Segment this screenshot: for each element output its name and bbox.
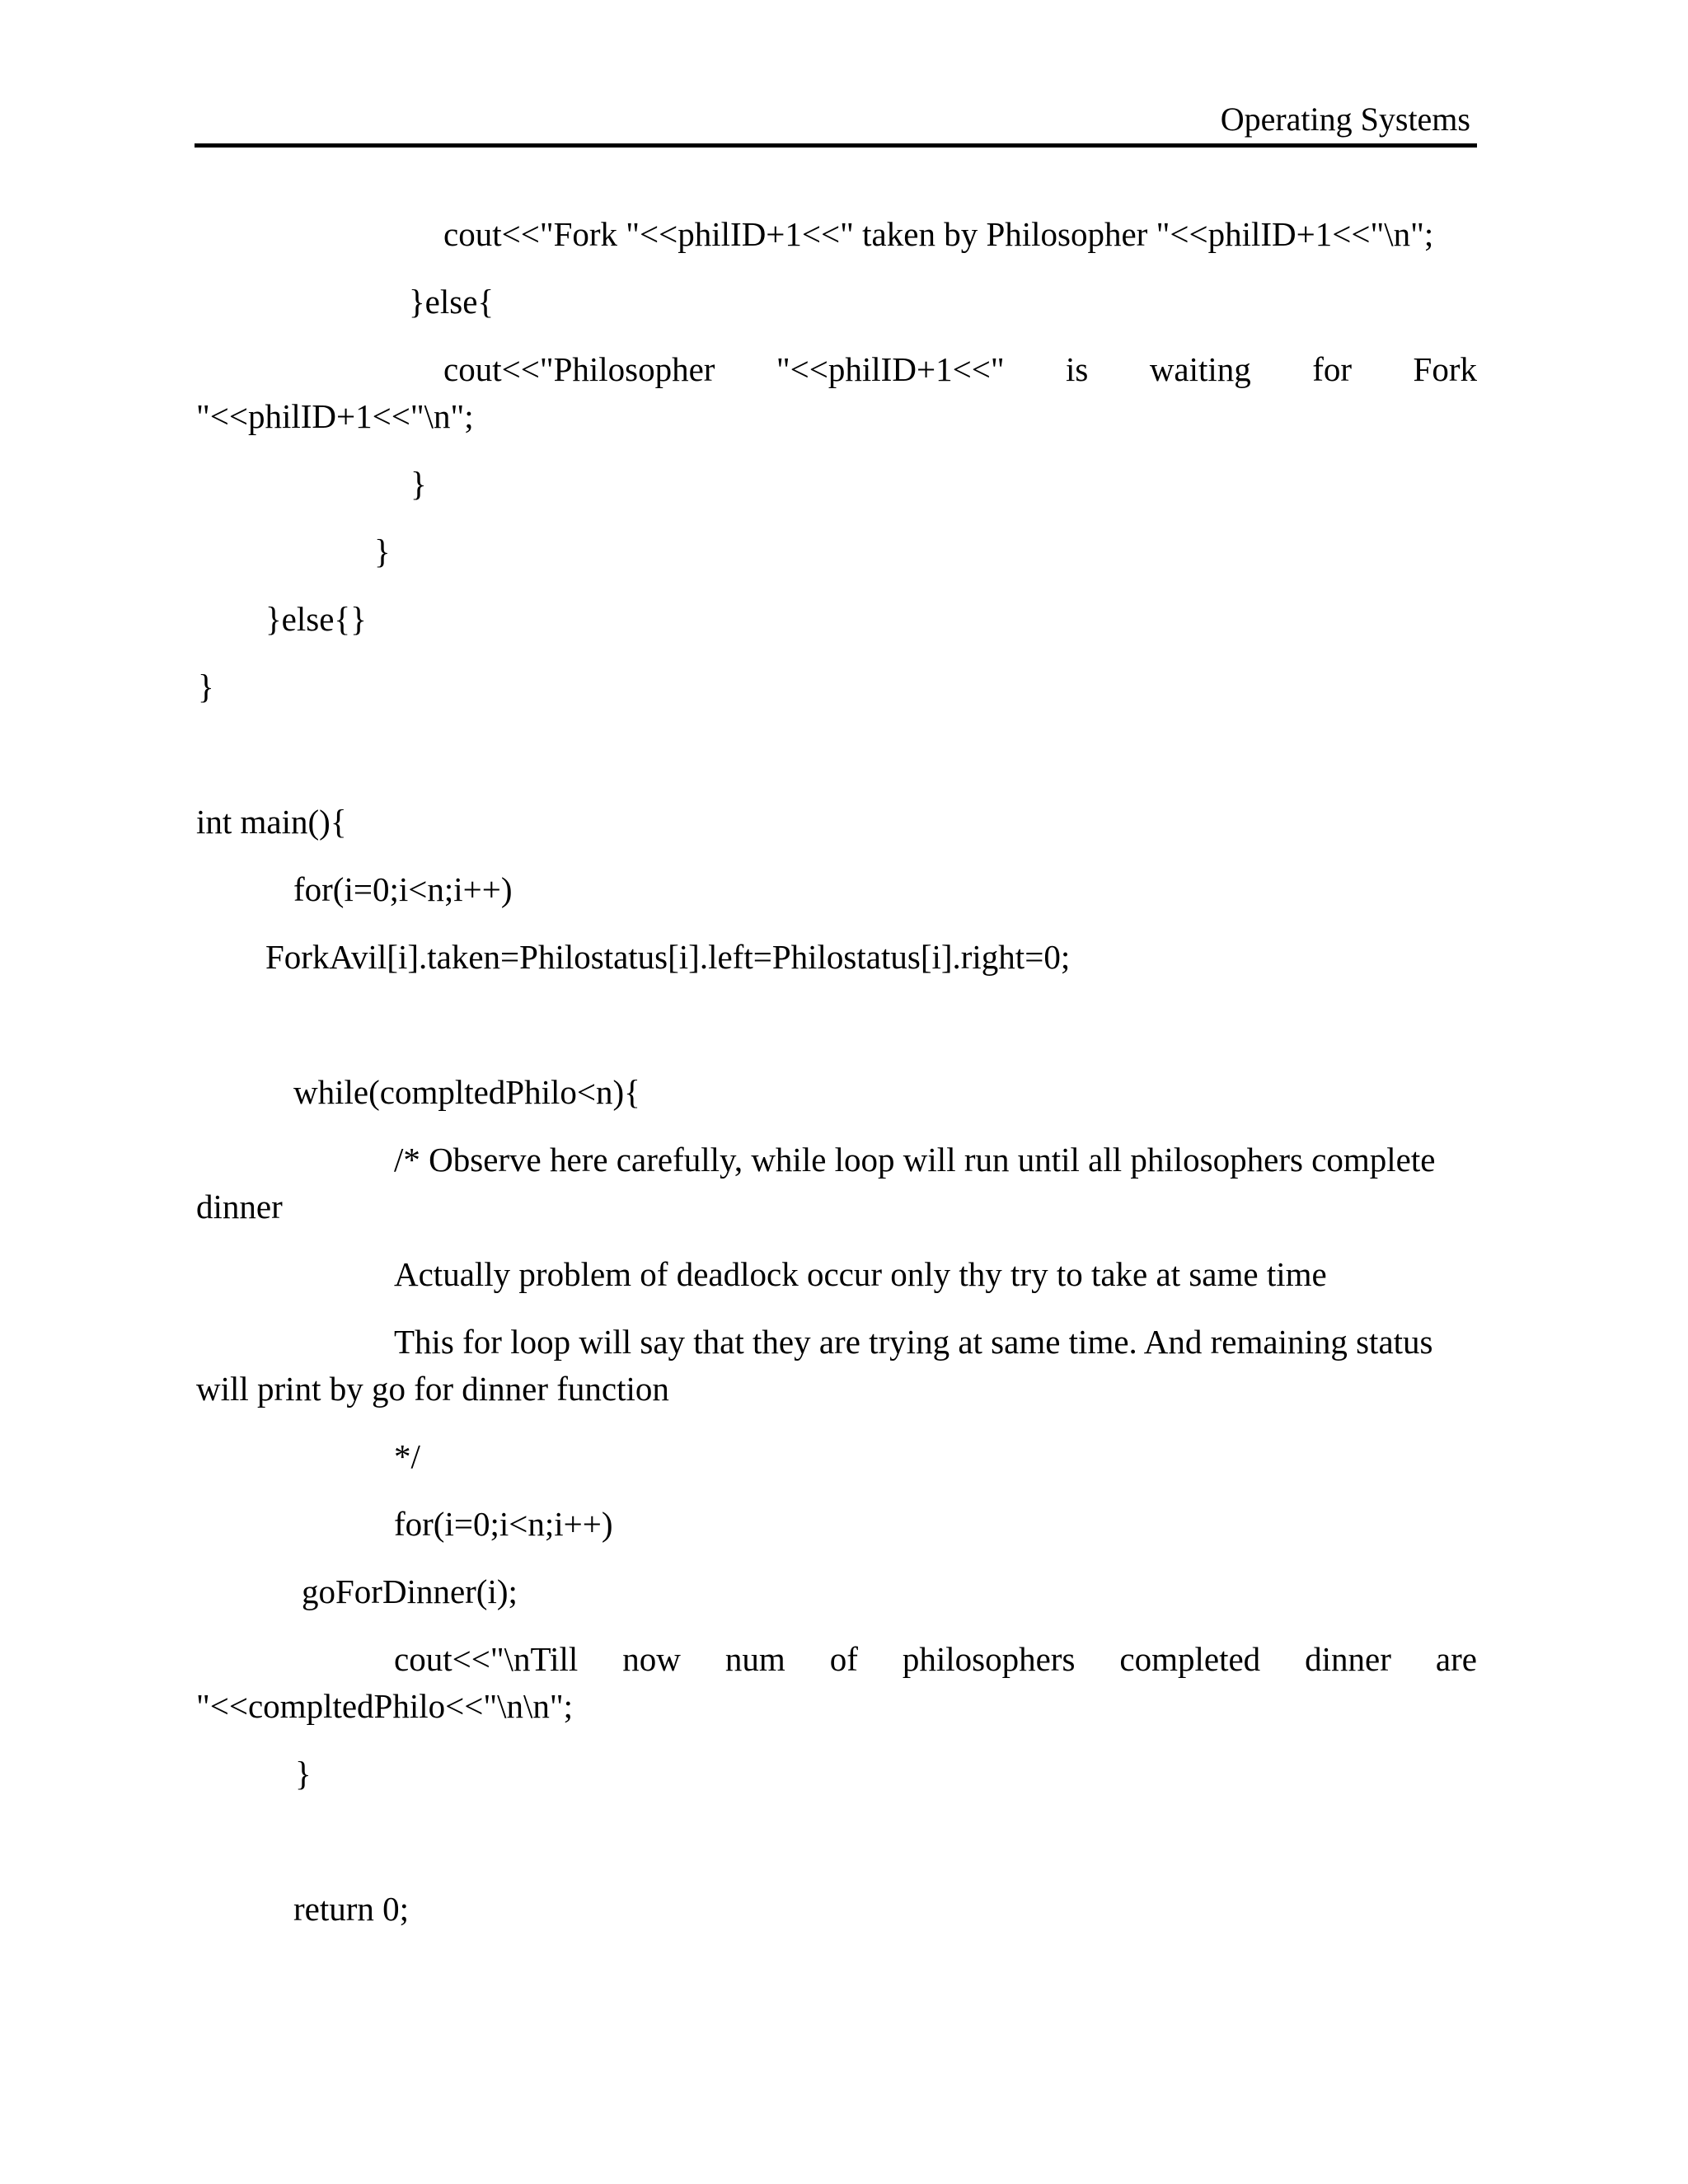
code-line-fork-taken: cout<<"Fork "<<philID+1<<" taken by Philosopher "<<philID+1<<"\n";	[443, 215, 1434, 253]
code-word: philosophers	[902, 1640, 1076, 1678]
code-line-for-dinner: for(i=0;i<n;i++)	[394, 1505, 613, 1543]
code-word: now	[622, 1640, 681, 1678]
code-line-while-close: }	[295, 1755, 312, 1793]
code-word: waiting	[1149, 350, 1251, 388]
code-line-close-brace: }	[374, 532, 391, 570]
code-line-close-brace: }	[410, 465, 427, 503]
code-comment-line-1: /* Observe here carefully, while loop will run until all philosophers complete	[394, 1141, 1436, 1179]
code-line-waiting-wrap: "<<philID+1<<"\n";	[196, 397, 474, 435]
code-line-till-now-wrap: "<<compltedPhilo<<"\n\n";	[196, 1687, 574, 1725]
code-comment-end: */	[394, 1437, 420, 1475]
code-word: Fork	[1413, 350, 1477, 388]
code-line-fork-init: ForkAvil[i].taken=Philostatus[i].left=Philostatus[i].right=0;	[265, 938, 1071, 976]
code-line-else-open: }else{	[409, 283, 495, 321]
code-line-main: int main(){	[196, 803, 347, 841]
code-word: are	[1435, 1640, 1477, 1678]
code-word: for	[1312, 350, 1353, 388]
code-word: of	[829, 1640, 858, 1678]
code-word: "<<philID+1<<"	[776, 350, 1005, 388]
code-line-till-now	[394, 1636, 1477, 1683]
code-word: is	[1066, 350, 1089, 388]
code-line-else-empty: }else{}	[265, 600, 367, 638]
code-word: num	[724, 1640, 785, 1678]
code-comment-line-1-wrap: dinner	[196, 1188, 283, 1226]
code-line-go-dinner: goForDinner(i);	[302, 1572, 518, 1610]
code-word: completed	[1119, 1640, 1261, 1678]
code-comment-line-2: Actually problem of deadlock occur only thy try to take at same time	[394, 1255, 1327, 1293]
code-word: dinner	[1305, 1640, 1391, 1678]
code-line-for-init: for(i=0;i<n;i++)	[293, 870, 513, 908]
code-word: cout<<"Philosopher	[443, 350, 715, 388]
code-line-while: while(compltedPhilo<n){	[293, 1073, 640, 1111]
header-rule	[195, 143, 1477, 148]
code-line-return: return 0;	[293, 1890, 410, 1928]
code-word: cout<<"\nTill	[394, 1640, 579, 1678]
code-comment-line-3-wrap: will print by go for dinner function	[196, 1370, 669, 1408]
code-comment-line-3: This for loop will say that they are trying at same time. And remaining status	[394, 1323, 1433, 1361]
page-header-title: Operating Systems	[1220, 101, 1470, 138]
code-line-waiting	[443, 346, 1477, 393]
code-line-close-brace: }	[198, 668, 214, 705]
